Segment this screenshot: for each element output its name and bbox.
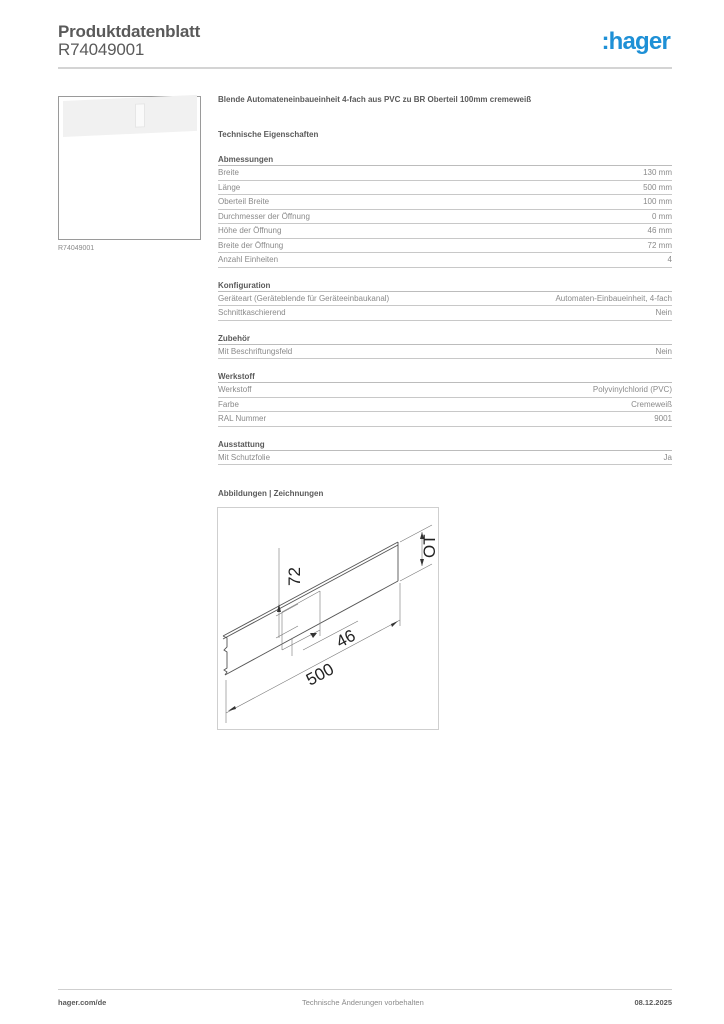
- row-value: 500 mm: [643, 182, 672, 192]
- row-label: Breite: [218, 168, 239, 177]
- row-value: 46 mm: [647, 226, 672, 235]
- product-details: [218, 95, 672, 465]
- figures-heading: Abbildungen | Zeichnungen: [218, 489, 324, 498]
- row-label: Breite der Öffnung: [218, 240, 284, 250]
- section-equipment: [218, 439, 672, 466]
- section-material: [218, 371, 672, 427]
- row-value: Automaten-Einbaueinheit, 4-fach: [555, 293, 672, 303]
- row-value: 0 mm: [652, 211, 672, 221]
- table-row: [218, 345, 672, 360]
- row-value: Polyvinylchlorid (PVC): [592, 385, 672, 394]
- row-value: 9001: [654, 414, 672, 423]
- table-row: [218, 398, 672, 413]
- thumbnail-caption: R74049001: [58, 245, 95, 252]
- section-accessories: [218, 333, 672, 360]
- footer-notice: Technische Änderungen vorbehalten: [302, 998, 424, 1007]
- table-row: [218, 181, 672, 196]
- row-label: Schnittkaschierend: [218, 308, 286, 317]
- technical-drawing: [217, 507, 439, 730]
- row-label: RAL Nummer: [218, 414, 267, 423]
- dimension-drawing-icon: [218, 508, 440, 731]
- table-row: [218, 239, 672, 254]
- hager-logo: :hager: [601, 28, 670, 55]
- table-row: [218, 224, 672, 239]
- table-row: [218, 166, 672, 181]
- panel-opening: [135, 103, 145, 127]
- dim-72: 72: [285, 567, 304, 586]
- page-header: [58, 20, 672, 70]
- section-title: Abmessungen: [218, 154, 672, 166]
- row-value: 72 mm: [647, 240, 672, 250]
- row-value: Nein: [655, 346, 672, 356]
- table-row: [218, 210, 672, 225]
- row-label: Länge: [218, 182, 241, 192]
- row-label: Durchmesser der Öffnung: [218, 211, 310, 221]
- row-label: Oberteil Breite: [218, 197, 270, 206]
- row-value: Nein: [655, 308, 672, 317]
- document-title: Produktdatenblatt: [58, 22, 201, 41]
- dim-ot: OT: [420, 534, 439, 558]
- dim-500: 500: [302, 659, 337, 690]
- technical-properties-heading: Technische Eigenschaften: [218, 130, 319, 139]
- section-configuration: [218, 280, 672, 321]
- table-row: [218, 306, 672, 321]
- row-label: Höhe der Öffnung: [218, 226, 282, 235]
- product-description: Blende Automateneinbaueinheit 4-fach aus PVC zu BR Oberteil 100mm cremeweiß: [218, 95, 532, 104]
- row-value: Ja: [663, 452, 672, 462]
- row-value: 100 mm: [643, 197, 672, 206]
- row-label: Farbe: [218, 399, 239, 409]
- section-title: Werkstoff: [218, 371, 672, 383]
- section-title: Ausstattung: [218, 439, 672, 451]
- row-value: Cremeweiß: [631, 399, 672, 409]
- table-row: [218, 195, 672, 210]
- footer-date: 08.12.2025: [634, 998, 672, 1007]
- table-row: [218, 412, 672, 427]
- row-label: Werkstoff: [218, 385, 252, 394]
- product-thumbnail: [58, 96, 201, 240]
- row-label: Anzahl Einheiten: [218, 255, 279, 264]
- row-label: Mit Beschriftungsfeld: [218, 346, 293, 356]
- table-row: [218, 383, 672, 398]
- dim-46: 46: [332, 625, 359, 652]
- website-link[interactable]: hager.com/de: [58, 998, 107, 1007]
- table-row: [218, 292, 672, 307]
- article-number: R74049001: [58, 40, 145, 59]
- row-value: 4: [667, 255, 672, 264]
- table-row: [218, 451, 672, 466]
- section-title: Zubehör: [218, 333, 672, 345]
- section-dimensions: [218, 154, 672, 268]
- row-label: Mit Schutzfolie: [218, 452, 271, 462]
- table-row: [218, 253, 672, 268]
- footer-divider: [58, 989, 672, 990]
- row-label: Geräteart (Geräteblende für Geräteeinbaukanal): [218, 293, 390, 303]
- section-title: Konfiguration: [218, 280, 672, 292]
- header-divider: [58, 67, 672, 69]
- row-value: 130 mm: [643, 168, 672, 177]
- panel-image-icon: [63, 95, 197, 137]
